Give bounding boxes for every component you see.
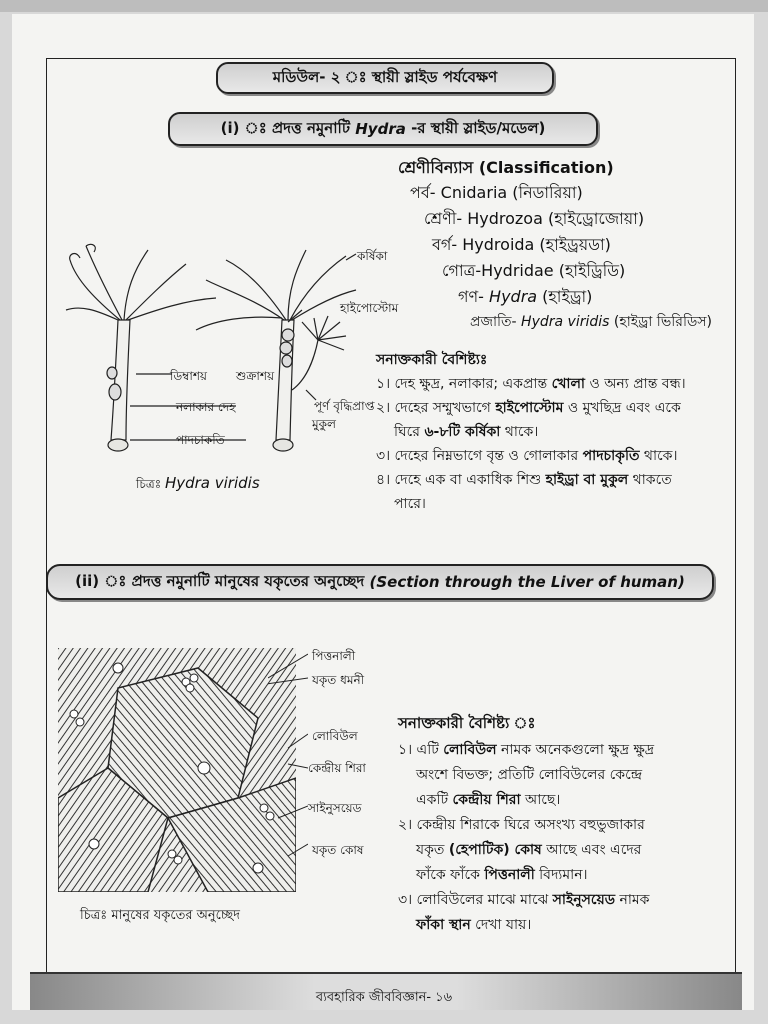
classification-rank: গোত্র- xyxy=(442,261,482,280)
feature-line xyxy=(376,468,728,492)
feature-line xyxy=(398,863,734,888)
feature-line xyxy=(398,763,734,788)
label-bud-line1: পূর্ণ বৃদ্ধিপ্রাপ্ত xyxy=(314,399,375,413)
feature-text: দেহে এক বা একাধিক শিশু xyxy=(390,472,546,488)
feature-line xyxy=(398,838,734,863)
classification-name: Hydra viridis xyxy=(521,314,610,330)
feature-number: ২। xyxy=(398,817,413,833)
classification-bengali: (হাইড্রিডি) xyxy=(553,261,626,280)
section2-heading xyxy=(46,564,714,600)
feature-bold: ৬-৮টি কর্ষিকা xyxy=(424,424,501,440)
classification-row xyxy=(424,206,644,233)
feature-text: থাকে। xyxy=(639,448,678,464)
feature-line xyxy=(398,913,734,938)
classification-row xyxy=(470,310,712,334)
classification-name: Hydra xyxy=(489,287,538,306)
label-bud-line2: মুকুল xyxy=(312,417,337,431)
feature-text: নামক xyxy=(615,892,650,908)
feature-text: একটি xyxy=(416,792,453,808)
label-hepatic-cell: যকৃত কোষ xyxy=(312,843,364,857)
classification-row xyxy=(458,284,592,311)
feature-line xyxy=(376,372,728,396)
section2-features-title: সনাক্তকারী বৈশিষ্ট্য ঃ xyxy=(398,714,536,732)
feature-line xyxy=(398,738,734,763)
feature-bold: পিত্তনালী xyxy=(484,867,535,883)
feature-line xyxy=(398,813,734,838)
liver-leader-lines xyxy=(268,648,308,888)
classification-bengali: (হাইড্রয়ডা) xyxy=(534,235,611,254)
label-testis: শুক্রাশয় xyxy=(236,369,275,383)
classification-row xyxy=(442,258,625,285)
classification-rank: শ্রেণী- xyxy=(424,209,468,228)
classification-row xyxy=(432,232,611,259)
label-sinusoid: সাইনুসয়েড xyxy=(308,801,362,815)
feature-bold: কেন্দ্রীয় শিরা xyxy=(452,792,521,808)
hydra-caption-italic: Hydra viridis xyxy=(164,474,260,492)
feature-number: ৩। xyxy=(376,448,391,464)
feature-bold: পাদচাকৃতি xyxy=(582,448,640,464)
classification-rank: পর্ব- xyxy=(410,183,441,202)
section1-heading-suffix: -র স্থায়ী স্লাইড/মডেল) xyxy=(405,118,546,137)
label-body: নলাকার দেহ xyxy=(176,400,236,414)
feature-text: আছে এবং এদের xyxy=(541,842,642,858)
section2-heading-italic: (Section through the Liver of human) xyxy=(369,573,685,591)
classification-bengali: (হাইড্রা) xyxy=(537,287,593,306)
label-bile-duct: পিত্তনালী xyxy=(312,649,356,663)
section2-heading-prefix: (ii) ঃ প্রদত্ত নমুনাটি মানুষের যকৃতের অনুচ্ছেদ xyxy=(75,571,370,590)
feature-line xyxy=(376,396,728,420)
classification-name: Hydroida xyxy=(462,235,535,254)
label-basal-disc: পাদচাকতি xyxy=(176,433,225,447)
label-hepatic-artery: যকৃত ধমনী xyxy=(312,673,365,687)
section1-features xyxy=(376,372,728,516)
feature-text: অংশে বিভক্ত; প্রতিটি লোবিউলের কেন্দ্রে xyxy=(416,767,643,783)
module-title-text: মডিউল- ২ ঃ স্থায়ী স্লাইড পর্যবেক্ষণ xyxy=(272,67,498,86)
footer-text: ব্যবহারিক জীববিজ্ঞান- ১৬ xyxy=(315,990,453,1005)
feature-number: ১। xyxy=(398,742,413,758)
feature-line xyxy=(376,492,728,516)
feature-text: নামক অনেকগুলো ক্ষুদ্র ক্ষুদ্র xyxy=(496,742,655,758)
feature-text: দেহের নিম্নভাগে বৃন্ত ও গোলাকার xyxy=(390,448,583,464)
liver-caption: চিত্রঃ মানুষের যকৃতের অনুচ্ছেদ xyxy=(80,908,240,923)
feature-bold: সাইনুসয়েড xyxy=(552,892,616,908)
feature-text: বিদ্যমান। xyxy=(534,867,588,883)
classification-title: শ্রেণীবিন্যাস (Classification) xyxy=(398,158,614,177)
feature-line xyxy=(376,444,728,468)
feature-text: ও অন্য প্রান্ত বন্ধ। xyxy=(585,376,686,392)
label-lobule: লোবিউল xyxy=(312,729,358,743)
classification-name: Hydridae xyxy=(481,261,554,280)
classification-rank: গণ- xyxy=(458,287,490,306)
hydra-caption-prefix: চিত্রঃ xyxy=(136,477,165,491)
classification-row xyxy=(410,180,583,207)
label-hypostome: হাইপোস্টোম xyxy=(340,301,399,315)
classification-bengali: (নিডারিয়া) xyxy=(507,183,583,202)
feature-text: ঘিরে xyxy=(394,424,425,440)
label-central-vein: কেন্দ্রীয় শিরা xyxy=(308,761,366,775)
section1-heading xyxy=(168,112,598,146)
feature-bold: হাইপোস্টোম xyxy=(495,400,564,416)
feature-line xyxy=(398,888,734,913)
hydra-caption xyxy=(136,474,260,496)
module-title xyxy=(216,62,554,94)
feature-text: কেন্দ্রীয় শিরাকে ঘিরে অসংখ্য বহুভুজাকার xyxy=(412,817,645,833)
feature-text: দেখা যায়। xyxy=(470,917,532,933)
label-ovary: ডিম্বাশয় xyxy=(170,369,207,383)
feature-text: থাকে। xyxy=(500,424,539,440)
feature-number: ২। xyxy=(376,400,391,416)
feature-line xyxy=(376,420,728,444)
top-strip xyxy=(0,0,768,12)
feature-text: ফাঁকে ফাঁকে xyxy=(416,867,485,883)
feature-bold: ফাঁকা স্থান xyxy=(416,917,471,933)
feature-text: দেহের সম্মুখভাগে xyxy=(390,400,496,416)
feature-line xyxy=(398,788,734,813)
liver-diagram xyxy=(58,648,296,892)
feature-number: ৪। xyxy=(376,472,391,488)
classification-name: Cnidaria xyxy=(440,183,508,202)
classification-rank: বর্গ- xyxy=(432,235,463,254)
section1-heading-italic: Hydra xyxy=(355,120,406,138)
label-tentacle: কর্ষিকা xyxy=(357,249,388,263)
feature-number: ১। xyxy=(376,376,391,392)
feature-text: লোবিউলের মাঝে মাঝে xyxy=(412,892,553,908)
feature-bold: লোবিউল xyxy=(443,742,497,758)
classification-bengali: (হাইড্রোজোয়া) xyxy=(542,209,645,228)
classification-bengali: (হাইড্রা ভিরিডিস) xyxy=(609,314,712,330)
section2-features xyxy=(398,738,734,938)
classification-name: Hydrozoa xyxy=(467,209,543,228)
section1-heading-prefix: (i) ঃ প্রদত্ত নমুনাটি xyxy=(220,118,356,137)
section1-features-title: সনাক্তকারী বৈশিষ্ট্যঃ xyxy=(376,352,488,368)
feature-bold: (হেপাটিক) কোষ xyxy=(448,842,542,858)
classification-rank: প্রজাতি- xyxy=(470,314,522,330)
feature-number: ৩। xyxy=(398,892,413,908)
feature-text: থাকতে xyxy=(628,472,672,488)
feature-text: দেহ ক্ষুদ্র, নলাকার; একপ্রান্ত xyxy=(390,376,552,392)
feature-text: এটি xyxy=(412,742,444,758)
feature-text: পারে। xyxy=(394,496,426,512)
feature-text: ও মুখছিদ্র এবং একে xyxy=(563,400,681,416)
feature-bold: খোলা xyxy=(551,376,585,392)
feature-text: যকৃত xyxy=(416,842,449,858)
feature-text: আছে। xyxy=(520,792,561,808)
feature-bold: হাইড্রা বা মুকুল xyxy=(545,472,629,488)
